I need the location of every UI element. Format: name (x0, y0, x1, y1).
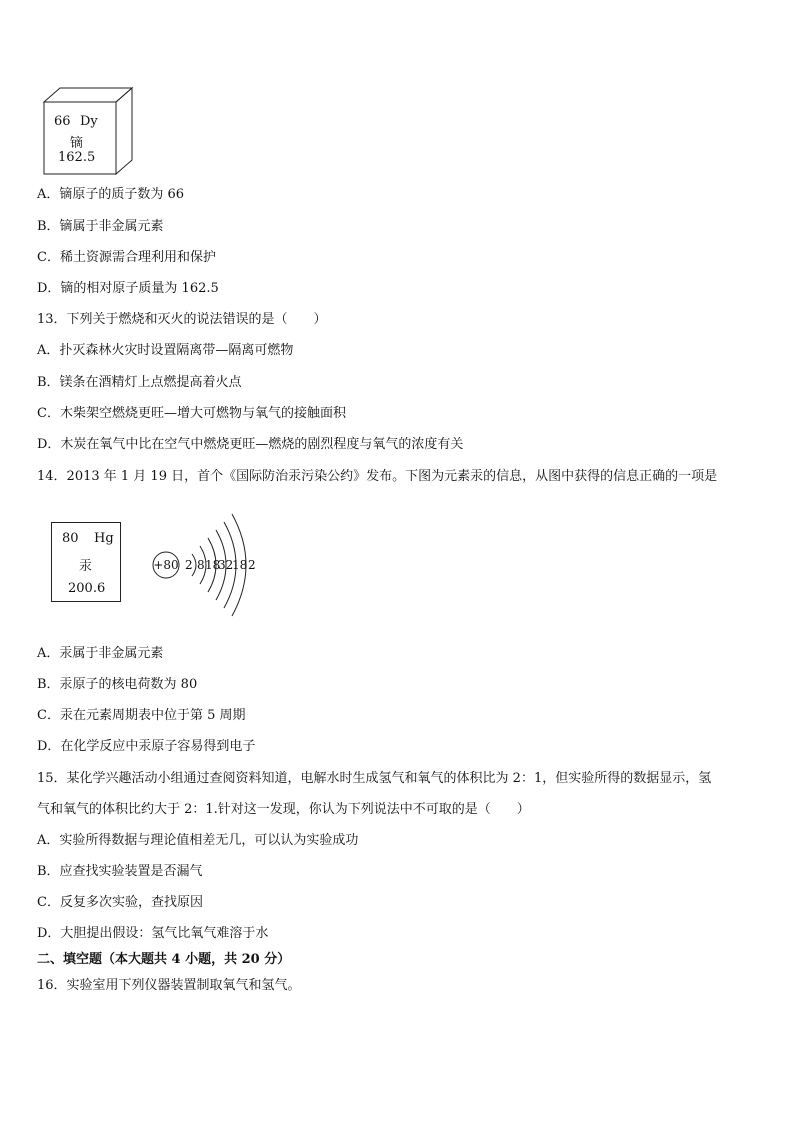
dy-atomic-mass: 162.5 (58, 150, 96, 165)
electron-shell-1: 2 (185, 558, 193, 572)
dy-atomic-number: 66 (54, 114, 71, 129)
section2-heading: 二、填空题（本大题共 4 小题，共 20 分） (37, 952, 291, 967)
hg-name: 汞 (79, 559, 93, 574)
hg-atom-svg (148, 508, 268, 620)
q12-option-d: D．镝的相对原子质量为 162.5 (37, 281, 219, 296)
dy-symbol: Dy (80, 114, 98, 129)
electron-shell-5: 18 (232, 558, 248, 572)
electron-shell-3: 18 (205, 558, 221, 572)
q15-stem-line2: 气和氧气的体积比约大于 2：1.针对这一发现，你认为下列说法中不可取的是（ ） (37, 802, 530, 817)
q14-option-b: B．汞原子的核电荷数为 80 (37, 677, 198, 692)
q13-option-a: A．扑灭森林火灾时设置隔离带—隔离可燃物 (37, 343, 294, 358)
q12-option-a: A．镝原子的质子数为 66 (37, 187, 185, 202)
q15-option-a: A．实验所得数据与理论值相差无几，可以认为实验成功 (37, 833, 359, 848)
q14-option-d: D．在化学反应中汞原子容易得到电子 (37, 739, 256, 754)
dy-name: 镝 (70, 136, 84, 151)
q13-option-b: B．镁条在酒精灯上点燃提高着火点 (37, 375, 242, 390)
hg-atomic-number: 80 (62, 531, 79, 546)
electron-shell-4: 32 (218, 558, 234, 572)
q13-stem: 13．下列关于燃烧和灭火的说法错误的是（ ） (37, 312, 327, 327)
q15-option-c: C．反复多次实验，查找原因 (37, 895, 203, 910)
q12-option-c: C．稀土资源需合理利用和保护 (37, 250, 216, 265)
q13-option-d: D．木炭在氧气中比在空气中燃烧更旺—燃烧的剧烈程度与氧气的浓度有关 (37, 437, 464, 452)
dy-element-card (40, 86, 136, 178)
q14-option-c: C．汞在元素周期表中位于第 5 周期 (37, 708, 246, 723)
electron-shell-6: 2 (248, 558, 256, 572)
hg-atom-structure-diagram (148, 508, 268, 620)
hg-atomic-mass: 200.6 (68, 581, 106, 596)
q12-option-b: B．镝属于非金属元素 (37, 219, 164, 234)
hg-element-card (51, 522, 121, 602)
nucleus-charge: +80 (153, 558, 179, 572)
electron-shell-2: 8 (197, 558, 205, 572)
q15-stem-line1: 15．某化学兴趣活动小组通过查阅资料知道，电解水时生成氢气和氧气的体积比为 2：1，但实验所得的数据显示，氢 (37, 771, 712, 786)
q16-stem: 16．实验室用下列仪器装置制取氧气和氢气。 (37, 978, 301, 993)
hg-symbol: Hg (94, 531, 114, 546)
q15-option-b: B．应查找实验装置是否漏气 (37, 864, 203, 879)
q14-option-a: A．汞属于非金属元素 (37, 646, 164, 661)
q13-option-c: C．木柴架空燃烧更旺—增大可燃物与氧气的接触面积 (37, 406, 346, 421)
q14-stem: 14．2013 年 1 月 19 日，首个《国际防治汞污染公约》发布。下图为元素汞的信息，从图中获得的信息正确的一项是 (37, 469, 718, 484)
q15-option-d: D．大胆提出假设：氢气比氧气难溶于水 (37, 926, 269, 941)
